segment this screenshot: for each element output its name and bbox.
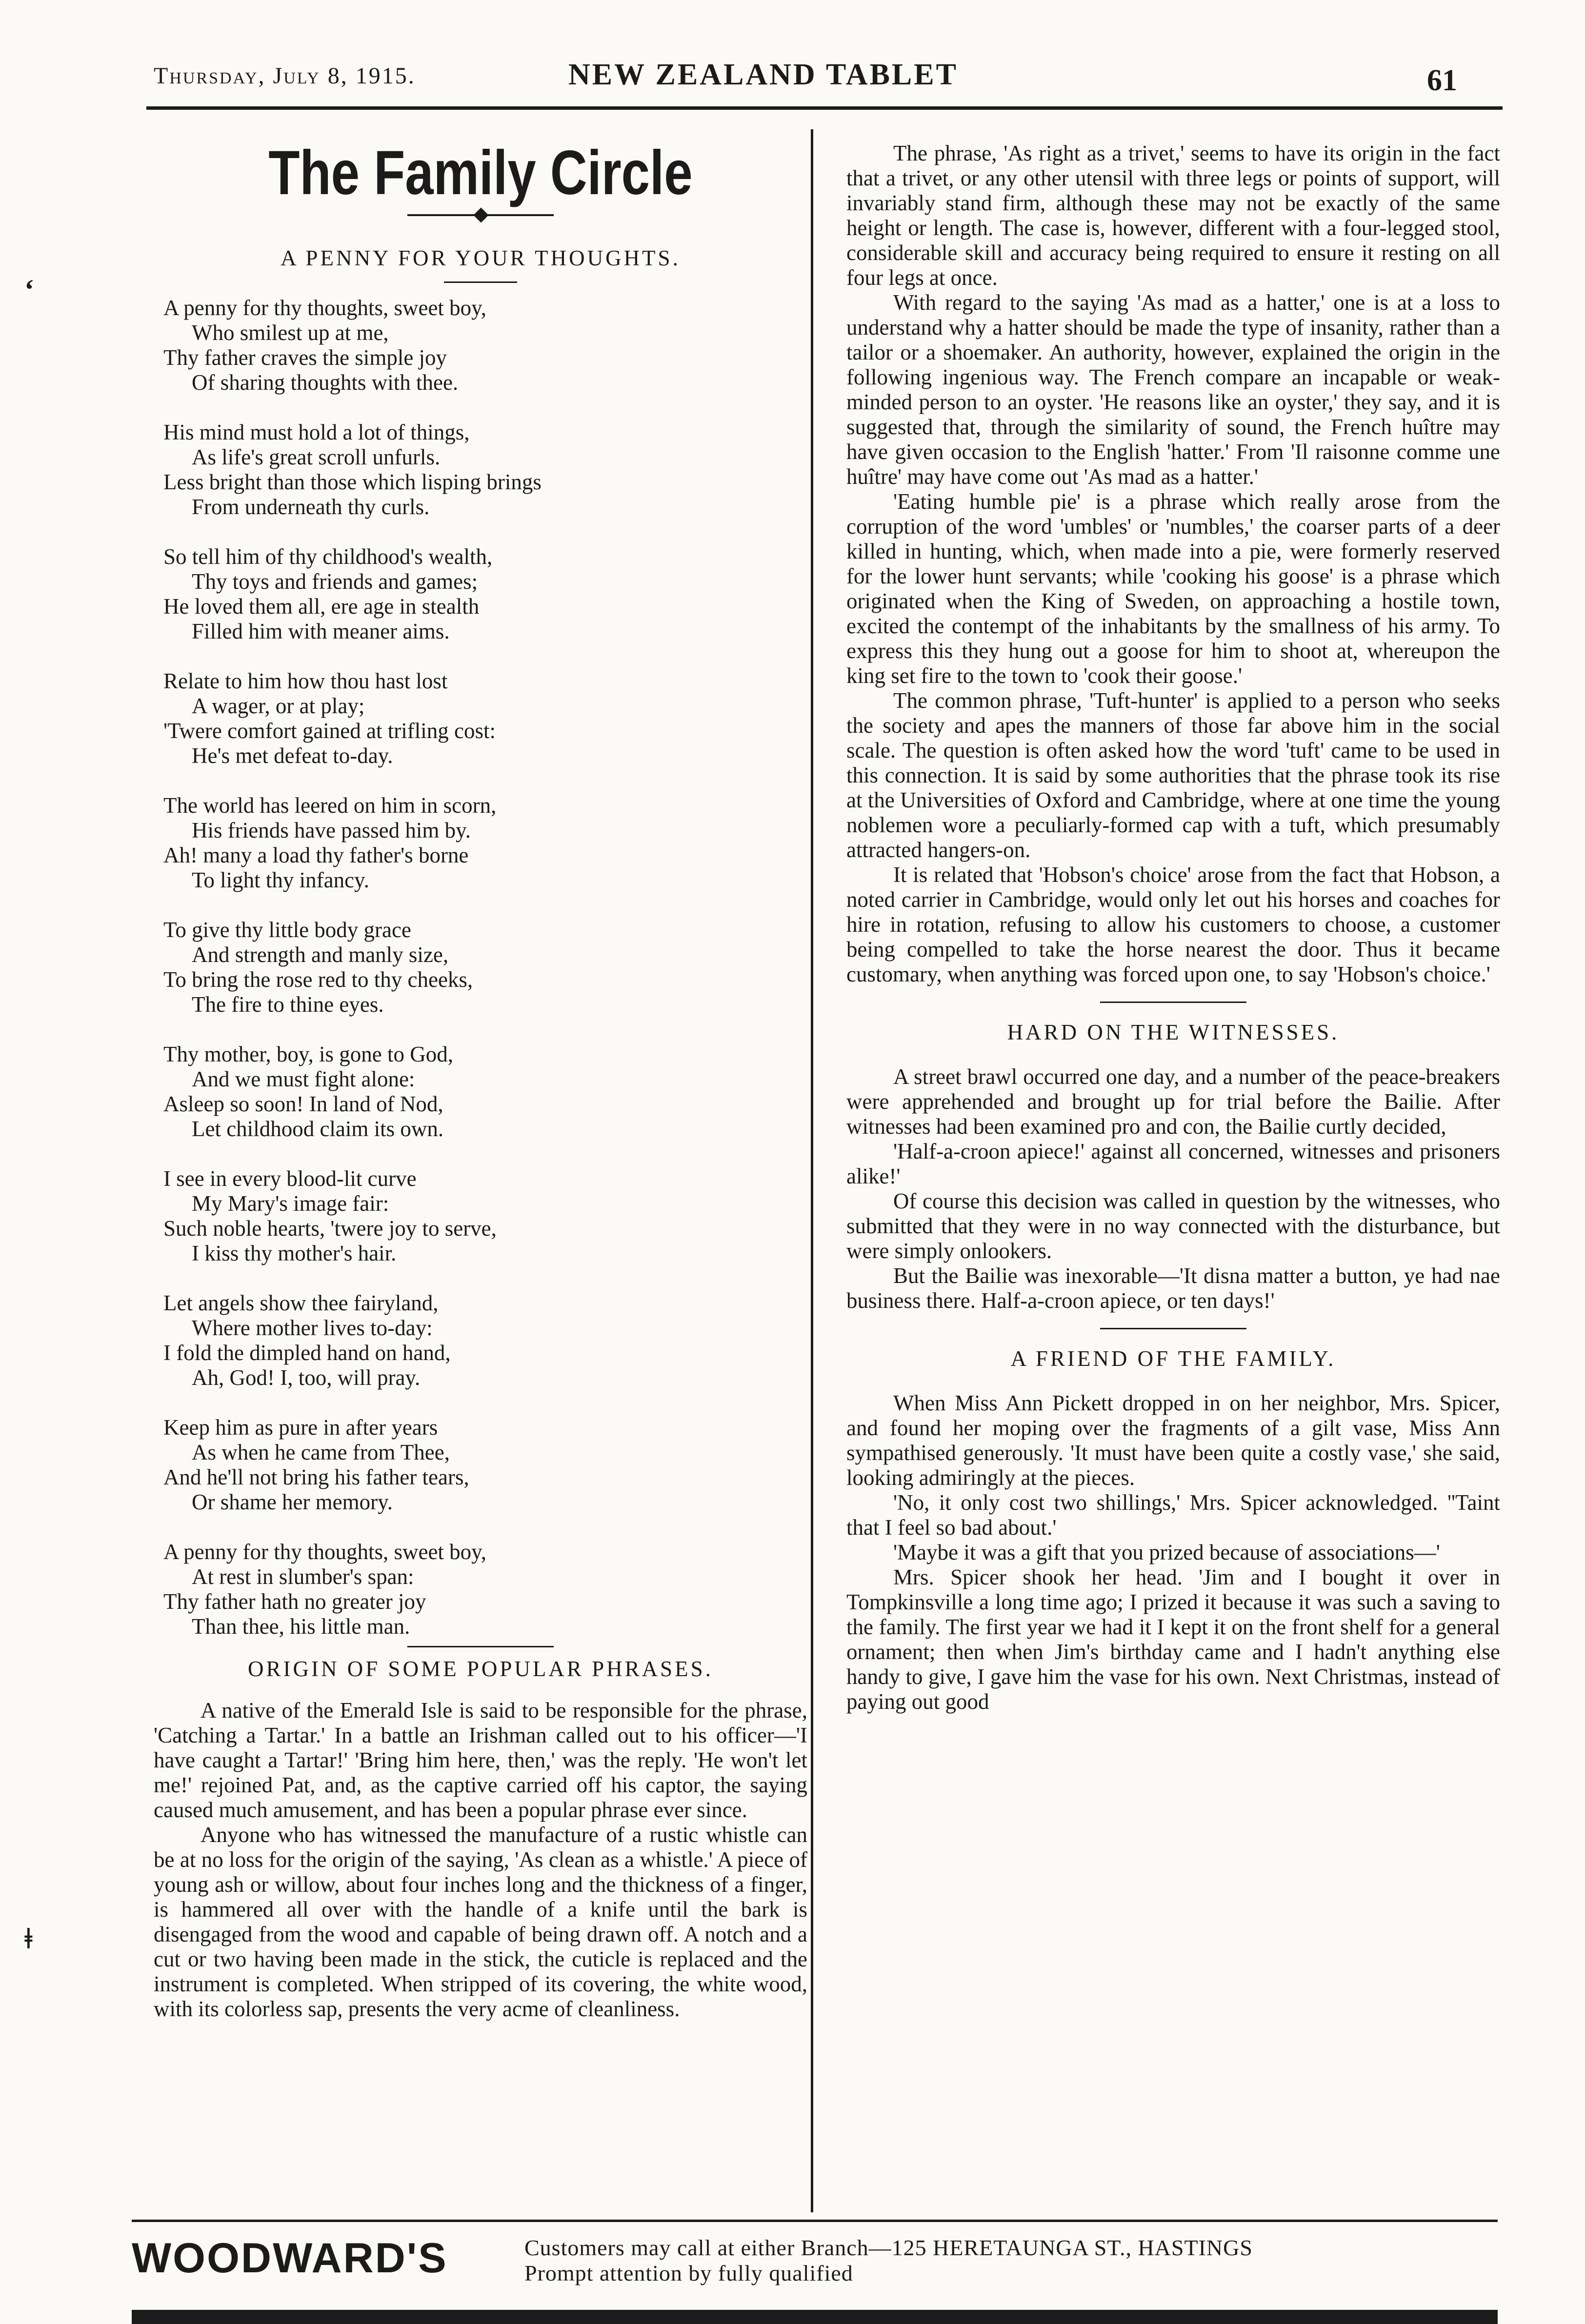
masthead: NEW ZEALAND TABLET [568, 58, 958, 91]
poem-stanza [163, 420, 807, 520]
poem-line: A penny for thy thoughts, sweet boy, [163, 1540, 487, 1564]
poem-stanza [163, 1042, 807, 1142]
poem-line: To bring the rose red to thy cheeks, [163, 967, 473, 992]
poem-stanza [163, 296, 807, 395]
poem-line: Ah! many a load thy father's borne [163, 843, 469, 867]
poem-line: As when he came from Thee, [192, 1440, 450, 1464]
header-rule [146, 106, 1503, 110]
poem-line: To give thy little body grace [163, 918, 411, 942]
poem-line: I fold the dimpled hand on hand, [163, 1341, 451, 1365]
witnesses-paragraph: A street brawl occurred one day, and a number of the peace-breakers were apprehended and brought up for trial before the Bailie. After witnesses had been examined pro and con, the Bailie curtly decided, [846, 1064, 1500, 1139]
poem-line: As life's great scroll unfurls. [192, 445, 441, 469]
article-rule [407, 1646, 554, 1647]
phrases-paragraph: It is related that 'Hobson's choice' arose from the fact that Hobson, a noted carrier in Cambridge, would only let out his horses and coaches for hire in rotation, refusing to allow his customers to choose, a customer being compelled to take the horse nearest the door. Thus it became customary, when anything was forced upon one, to say 'Hobson's choice.' [846, 862, 1500, 986]
witnesses-paragraph: But the Bailie was inexorable—'It disna matter a button, ye had nae business there. Half-a-croon apiece, or ten days!' [846, 1263, 1500, 1313]
poem-line: Who smilest up at me, [192, 321, 389, 345]
phrases-paragraph: With regard to the saying 'As mad as a hatter,' one is at a loss to understand why a hatter should be made the type of insanity, rather than a tailor or a shoemaker. An authority, however, explained the origin in the following ingenious way. The French compare an incapable or weak-minded person to an oyster. 'He reasons like an oyster,' they say, and it is suggested that, through the similarity of sound, the French huître may have given occasion to the English 'hatter.' From 'Il raisonne comme une huître' may have come out 'As mad as a hatter.' [846, 290, 1500, 489]
poem-rule [444, 281, 517, 283]
origin-paragraph: Anyone who has witnessed the manufacture of a rustic whistle can be at no loss for the origin of the saying, 'As clean as a whistle.' A piece of young ash or willow, about four inches long and the thickness of a finger, is hammered all over with the handle of a knife until the bark is disengaged from the wood and capable of being drawn off. A notch and a cut or two having been made in the stick, the cuticle is replaced and the instrument is completed. When stripped of its covering, the white wood, with its colorless sap, presents the very acme of cleanliness. [154, 1823, 807, 2021]
poem-line: Asleep so soon! In land of Nod, [163, 1092, 443, 1116]
advert-text [524, 2235, 1253, 2286]
left-column [154, 129, 807, 2212]
footer-rule [132, 2220, 1498, 2222]
article-rule [1100, 1002, 1246, 1003]
poem-title: A PENNY FOR YOUR THOUGHTS. [281, 246, 681, 270]
witnesses-paragraph: 'Half-a-croon apiece!' against all concerned, witnesses and prisoners alike!' [846, 1139, 1500, 1188]
section-title: The Family Circle [268, 138, 693, 208]
poem-line: Of sharing thoughts with thee. [192, 370, 459, 395]
poem [163, 296, 807, 1639]
poem-line: He loved them all, ere age in stealth [163, 594, 480, 619]
poem-line: Thy mother, boy, is gone to God, [163, 1042, 453, 1066]
poem-stanza [163, 544, 807, 644]
friend-paragraph: When Miss Ann Pickett dropped in on her neighbor, Mrs. Spicer, and found her moping over the fragments of a gilt vase, Miss Ann sympathised generously. 'It must have been quite a costly vase,' she said, looking admiringly at the pieces. [846, 1391, 1500, 1490]
witnesses-paragraph: Of course this decision was called in question by the witnesses, who submitted that they were in no way connected with the disturbance, but were simply onlookers. [846, 1189, 1500, 1263]
advert-line: Customers may call at either Branch—125 HERETAUNGA ST., HASTINGS [524, 2235, 1253, 2260]
witnesses-heading: HARD ON THE WITNESSES. [1007, 1020, 1340, 1044]
phrases-paragraph: The common phrase, 'Tuft-hunter' is applied to a person who seeks the society and apes the manners of those far above him in the social scale. The question is often asked how the word 'tuft' came to be used in this connection. It is said by some authorities that the phrase took its rise at the Universities of Oxford and Cambridge, where at one time the young noblemen wore a peculiarly-formed cap with a tuft, which presumably attracted hangers-on. [846, 688, 1500, 862]
poem-line: He's met defeat to-day. [192, 743, 393, 768]
advert-brand: WOODWARD'S [132, 2235, 448, 2282]
friend-paragraph: 'No, it only cost two shillings,' Mrs. Spicer acknowledged. ''Taint that I feel so bad about.' [846, 1490, 1500, 1540]
origin-heading: ORIGIN OF SOME POPULAR PHRASES. [248, 1657, 713, 1681]
poem-line: Less bright than those which lisping brings [163, 470, 542, 494]
poem-line: The fire to thine eyes. [192, 992, 384, 1017]
margin-mark: ʻ [24, 274, 34, 306]
poem-stanza [163, 793, 807, 893]
friend-heading: A FRIEND OF THE FAMILY. [1010, 1346, 1336, 1371]
phrases-paragraph: The phrase, 'As right as a trivet,' seems to have its origin in the fact that a trivet, or any other utensil with three legs or points of support, will invariably stand firm, although these may not be exactly of the same height or length. The case is, however, different with a four-legged stool, considerable skill and accuracy being required to ensure it resting on all four legs at once. [846, 141, 1500, 290]
poem-line: The world has leered on him in scorn, [163, 793, 497, 818]
poem-line: Relate to him how thou hast lost [163, 669, 448, 693]
poem-line: A penny for thy thoughts, sweet boy, [163, 296, 487, 320]
poem-line: Than thee, his little man. [192, 1614, 410, 1639]
poem-line: At rest in slumber's span: [192, 1564, 414, 1589]
poem-stanza [163, 1540, 807, 1639]
poem-line: Keep him as pure in after years [163, 1415, 438, 1440]
poem-line: I see in every blood-lit curve [163, 1166, 417, 1191]
poem-line: Thy father hath no greater joy [163, 1589, 426, 1614]
poem-stanza [163, 1291, 807, 1390]
poem-line: Filled him with meaner aims. [192, 619, 450, 643]
footer-bar [132, 2310, 1498, 2324]
poem-line: Or shame her memory. [192, 1490, 393, 1514]
poem-line: Thy toys and friends and games; [192, 569, 478, 594]
origin-paragraph: A native of the Emerald Isle is said to be responsible for the phrase, 'Catching a Tartar.' In a battle an Irishman called out to his officer—'I have caught a Tartar!' 'Bring him here, then,' was the reply. 'He won't let me!' rejoined Pat, and, as the captive carried off his captor, the saying caused much amusement, and has been a popular phrase ever since. [154, 1698, 807, 1822]
poem-line: His mind must hold a lot of things, [163, 420, 470, 444]
poem-line: So tell him of thy childhood's wealth, [163, 544, 493, 569]
column-divider [811, 129, 813, 2212]
poem-line: And strength and manly size, [192, 942, 449, 967]
poem-line: Where mother lives to-day: [192, 1316, 433, 1340]
poem-stanza [163, 918, 807, 1017]
poem-line: Let angels show thee fairyland, [163, 1291, 439, 1315]
poem-line: Ah, God! I, too, will pray. [192, 1365, 421, 1390]
margin-mark: ǂ [24, 1923, 33, 1955]
poem-line: From underneath thy curls. [192, 495, 430, 519]
poem-line: To light thy infancy. [192, 868, 369, 892]
poem-line: His friends have passed him by. [192, 818, 471, 842]
page-number: 61 [1427, 64, 1457, 97]
poem-line: 'Twere comfort gained at trifling cost: [163, 719, 496, 743]
poem-line: A wager, or at play; [192, 694, 365, 718]
poem-line: I kiss thy mother's hair. [192, 1241, 397, 1265]
issue-date: Thursday, July 8, 1915. [154, 63, 416, 89]
poem-line: And we must fight alone: [192, 1067, 415, 1091]
poem-stanza [163, 669, 807, 768]
poem-stanza [163, 1415, 807, 1515]
right-column [846, 129, 1500, 2212]
phrases-paragraph: 'Eating humble pie' is a phrase which really arose from the corruption of the word 'umbles' or 'numbles,' the coarser parts of a deer killed in hunting, which, when made into a pie, were formerly reserved for the lower hunt servants; while 'cooking his goose' is a phrase which originated when the King of Sweden, on approaching a hostile town, excited the contempt of the inhabitants by the smallness of his army. To express this they hung out a goose for him to shoot at, whereupon the king set fire to the town to 'cook their goose.' [846, 489, 1500, 688]
poem-line: Thy father craves the simple joy [163, 345, 447, 370]
friend-paragraph: 'Maybe it was a gift that you prized because of associations—' [893, 1540, 1440, 1564]
friend-paragraph: Mrs. Spicer shook her head. 'Jim and I bought it over in Tompkinsville a long time ago; I prized it because it was such a saving to the family. The first year we had it I kept it on the front shelf for a general ornament; then when Jim's birthday came and I hadn't anything else handy to give, I gave him the vase for his own. Next Christmas, instead of paying out good [846, 1565, 1500, 1714]
title-ornament [407, 214, 554, 216]
advert-line: Prompt attention by fully qualified [524, 2261, 853, 2285]
poem-line: My Mary's image fair: [192, 1191, 389, 1216]
poem-line: Let childhood claim its own. [192, 1117, 444, 1141]
poem-stanza [163, 1166, 807, 1266]
article-rule [1100, 1328, 1246, 1329]
poem-line: Such noble hearts, 'twere joy to serve, [163, 1216, 497, 1241]
poem-line: And he'll not bring his father tears, [163, 1465, 469, 1489]
